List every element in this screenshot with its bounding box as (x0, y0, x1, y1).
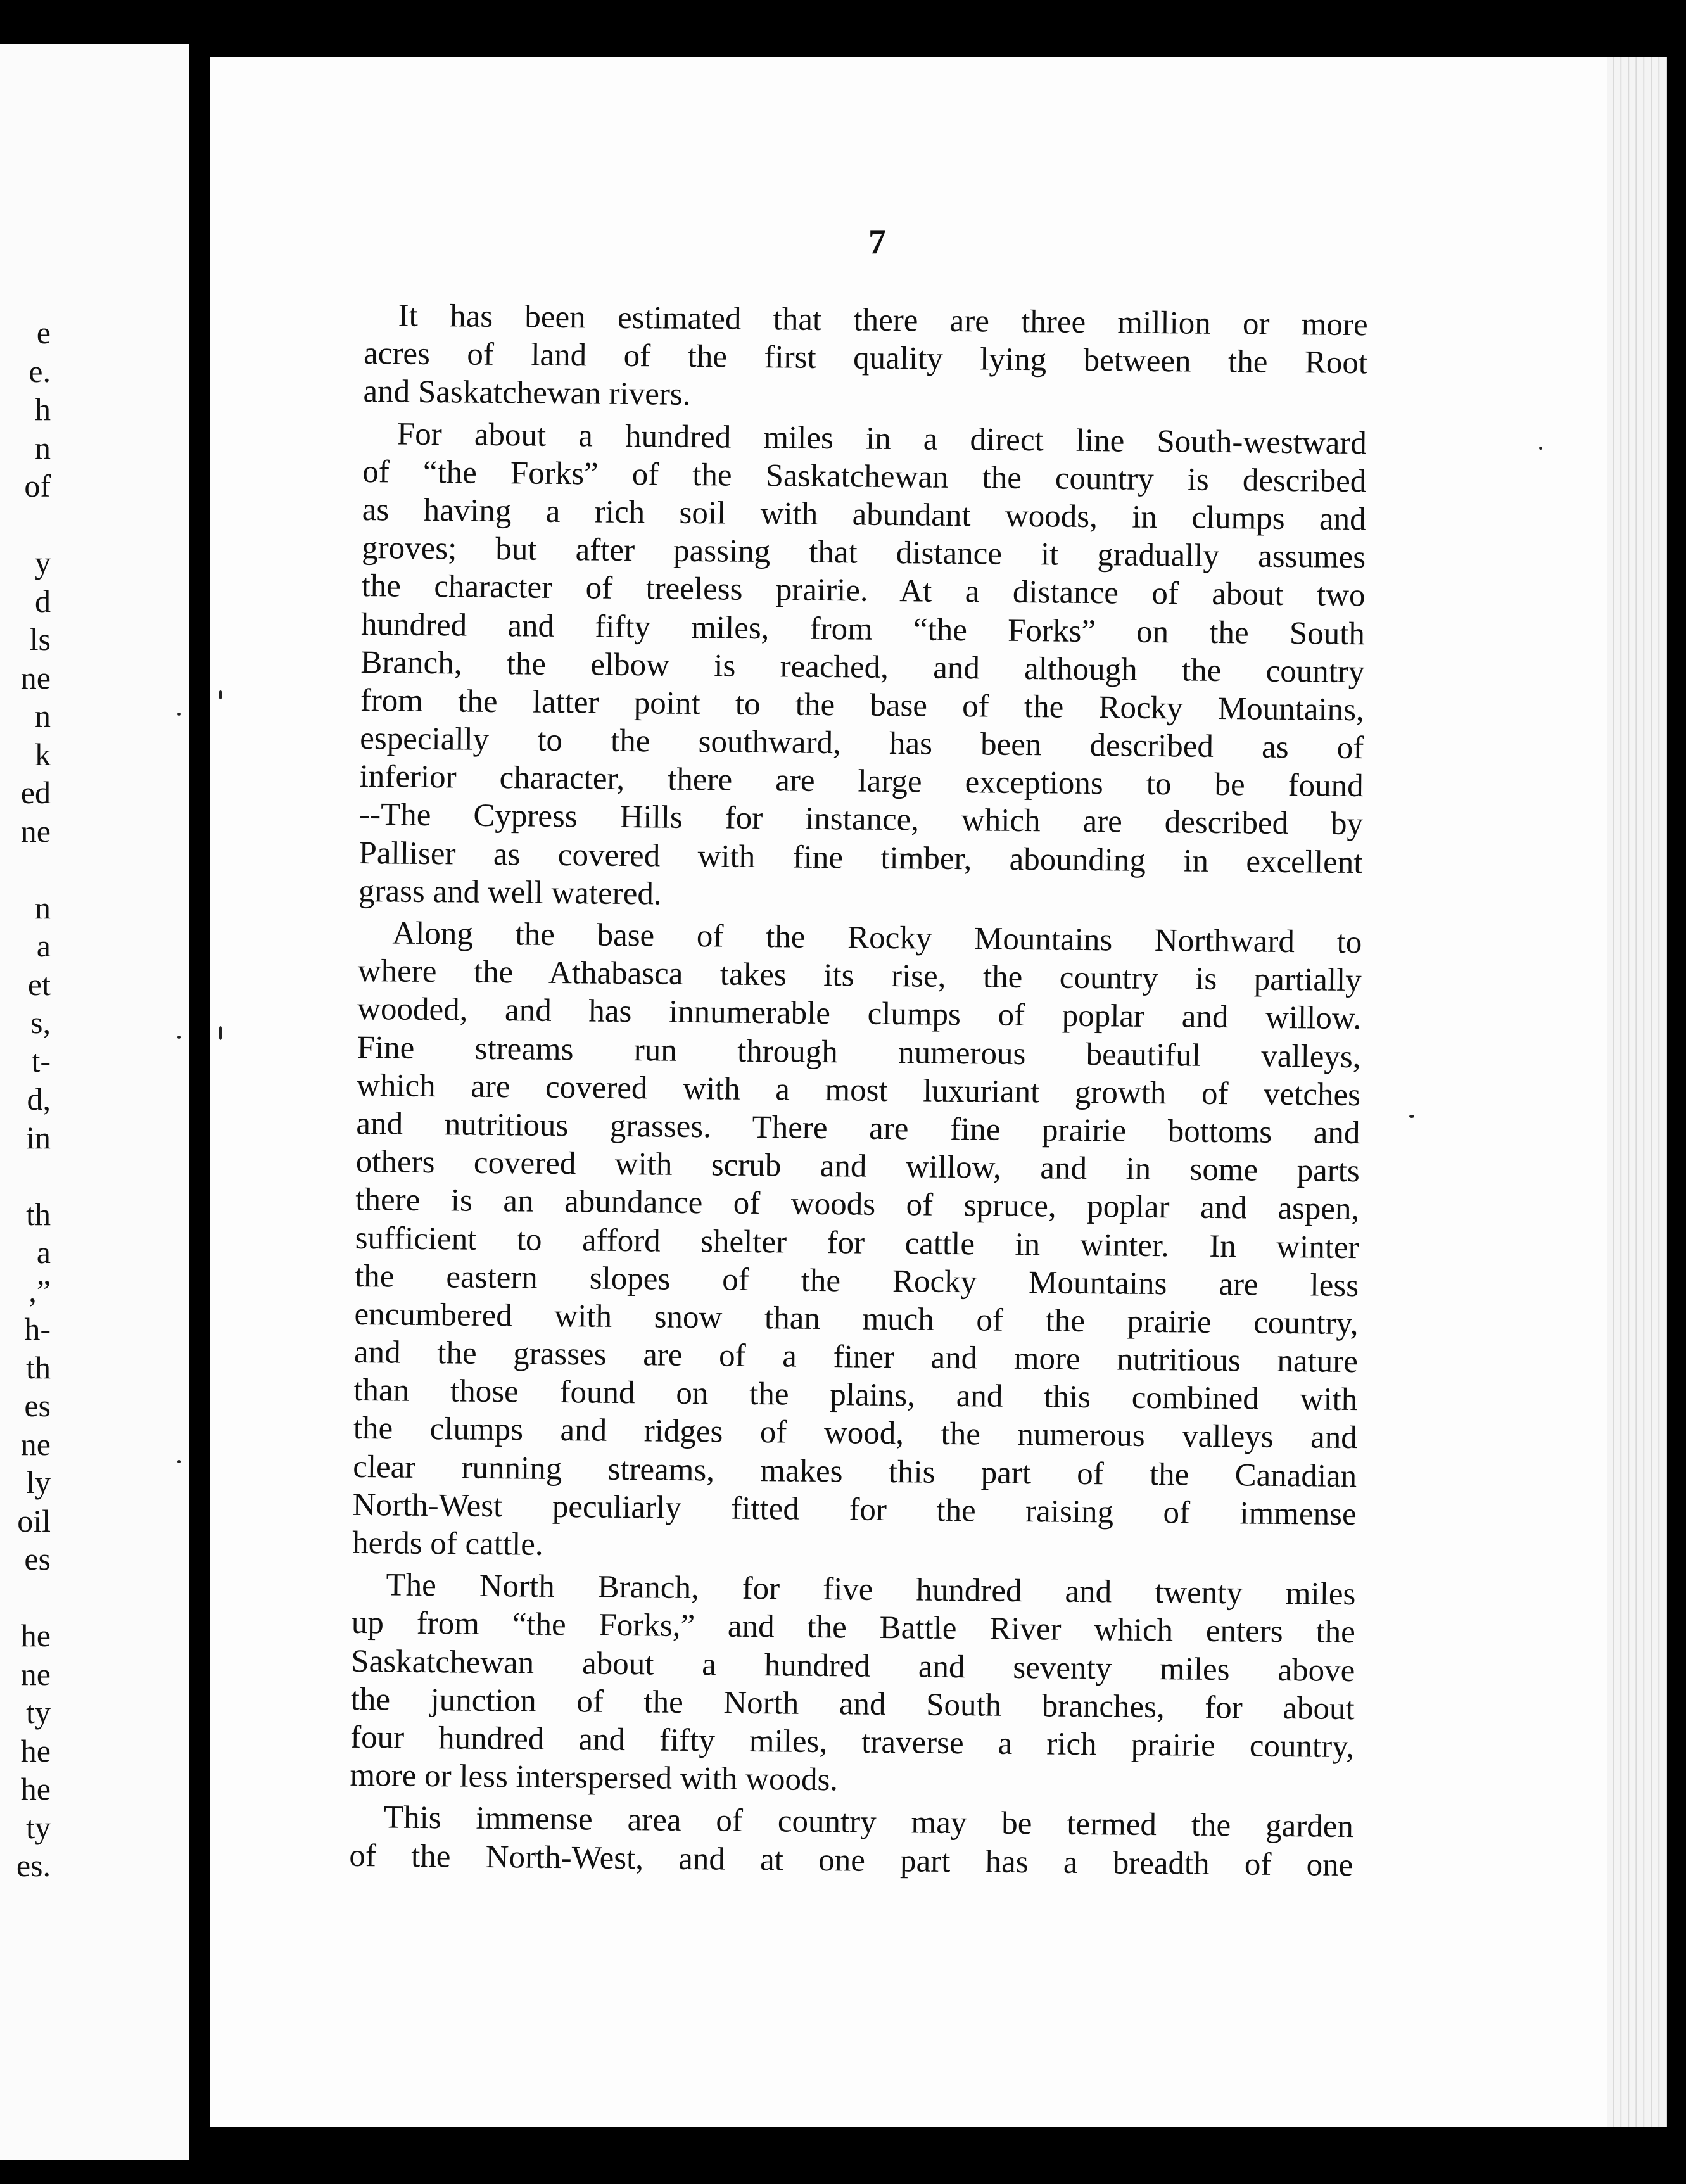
left-page-fragment: n (35, 889, 51, 925)
left-page-fragment: ne (20, 659, 51, 695)
left-page-fragment: ne (20, 1656, 51, 1692)
text-line: Branch, the elbow is reached, and although the country (360, 644, 1365, 690)
left-page-fragment: y (35, 545, 51, 580)
margin-speck (177, 1460, 181, 1463)
left-page-fragment: ly (26, 1464, 51, 1500)
text-line: hundred and fifty miles, from “the Forks” on the South (360, 606, 1366, 652)
text-line: Fine streams run through numerous beautiful valleys, (357, 1029, 1361, 1075)
paragraph (358, 415, 1367, 920)
text-line: which are covered with a most luxuriant growth of vetches (356, 1067, 1361, 1113)
text-line: of “the Forks” of the Saskatchewan the country is described (362, 454, 1367, 499)
text-line: the character of treeless prairie. At a distance of about two (361, 568, 1366, 614)
left-page-fragment (0, 1157, 51, 1195)
text-line: groves; but after passing that distance it gradually assumes (361, 530, 1366, 576)
left-page-fragment: n (35, 698, 51, 733)
left-page-fragment: ls (29, 621, 51, 657)
left-page-fragment: he (20, 1618, 51, 1653)
page-edge-stack (1607, 57, 1667, 2127)
text-line: --The Cypress Hills for instance, which are described by (358, 797, 1364, 842)
text-line: the eastern slopes of the Rocky Mountains are less (354, 1258, 1359, 1304)
left-page-fragment: k (35, 736, 51, 772)
text-line: the junction of the North and South branches, for about (350, 1681, 1355, 1727)
margin-speck (1539, 447, 1542, 450)
left-page-fragment: in (26, 1119, 51, 1155)
left-page-fragment: oil (17, 1502, 51, 1539)
text-line: and nutritious grasses. There are fine prairie bottoms and (356, 1105, 1360, 1152)
text-line: North-West peculiarly fitted for the raising of immense (352, 1487, 1357, 1532)
body-text (349, 296, 1368, 1888)
margin-speck (1409, 1115, 1414, 1118)
left-page-fragment: ty (26, 1809, 51, 1845)
text-line: than those found on the plains, and this combined with (353, 1373, 1358, 1418)
left-page-fragment: t- (31, 1043, 51, 1079)
left-page-fragment: e (36, 315, 51, 350)
left-page-fragment: n (35, 429, 51, 466)
text-line: more or less interspersed with woods. (350, 1758, 839, 1798)
left-page-fragment: et (27, 966, 51, 1002)
left-page-fragment: a (36, 1235, 51, 1270)
text-line: and the grasses are of a finer and more nutritious nature (353, 1334, 1359, 1380)
margin-speck (177, 713, 181, 716)
text-line: four hundred and fifty miles, traverse a rich prairie country, (350, 1719, 1355, 1765)
left-page-fragment: d (35, 583, 51, 619)
page-number: 7 (868, 222, 886, 262)
text-line: especially to the southward, has been described as of (360, 721, 1364, 766)
text-line: Saskatchewan about a hundred and seventy miles above (351, 1643, 1355, 1689)
left-page-fragment: ,” (29, 1273, 51, 1309)
left-page-fragment: th (26, 1349, 51, 1385)
left-page-fragment: e. (29, 353, 51, 389)
margin-speck (219, 1026, 222, 1040)
left-page-fragment: of (24, 468, 51, 504)
text-line: where the Athabasca takes its rise, the country is partially (357, 953, 1362, 999)
text-line: others covered with scrub and willow, and in some parts (355, 1144, 1360, 1190)
left-page-fragment: ty (26, 1694, 51, 1730)
left-page-fragment: he (20, 1771, 51, 1806)
left-page-fragment (0, 1578, 51, 1617)
left-page-fragment: th (26, 1196, 51, 1232)
left-page-fragment: s, (30, 1005, 51, 1040)
text-line: This immense area of country may be termed the garden (383, 1800, 1354, 1845)
paragraph (363, 296, 1368, 421)
left-page-fragment: ne (20, 1426, 51, 1462)
left-page-fragment: h (35, 391, 51, 427)
text-line: clear running streams, makes this part of the Canadian (352, 1449, 1357, 1494)
left-page-fragment (0, 505, 51, 544)
margin-speck (177, 1036, 181, 1039)
text-line: the clumps and ridges of wood, the numerous valleys and (353, 1411, 1358, 1456)
left-page-fragment: he (20, 1732, 51, 1768)
text-line: herds of cattle. (352, 1525, 543, 1563)
text-line: The North Branch, for five hundred and twenty miles (386, 1567, 1356, 1613)
left-page-fragment (0, 850, 51, 889)
text-line: wooded, and has innumerable clumps of poplar and willow. (357, 991, 1362, 1037)
paragraph (349, 1798, 1353, 1884)
left-facing-page (0, 44, 189, 2160)
left-page-text-fragments (0, 314, 51, 1885)
text-line: inferior character, there are large exceptions to be found (359, 759, 1364, 804)
book-gutter (189, 57, 210, 2116)
text-line: up from “the Forks,” and the Battle River which enters the (351, 1605, 1356, 1651)
left-page-fragment: ed (20, 775, 51, 810)
text-line: sufficient to afford shelter for cattle in winter. In winter (355, 1220, 1359, 1266)
text-line: of the North-West, and at one part has a breadth of one (349, 1838, 1353, 1883)
left-page-fragment: es (24, 1388, 51, 1423)
left-page-fragment: d, (27, 1081, 51, 1117)
text-line: acres of land of the first quality lying between the Root (363, 336, 1368, 381)
text-line: from the latter point to the base of the Rocky Mountains, (360, 682, 1365, 728)
margin-speck (219, 690, 222, 699)
text-line: and Saskatchewan rivers. (363, 374, 691, 413)
text-line: as having a rich soil with abundant woods, in clumps and (362, 492, 1366, 538)
left-page-fragment: es. (16, 1848, 51, 1883)
text-line: Along the base of the Rocky Mountains Northward to (392, 915, 1362, 961)
left-page-fragment: es (24, 1541, 51, 1577)
text-line: Palliser as covered with fine timber, abounding in excellent (358, 835, 1363, 880)
text-line: It has been estimated that there are three million or more (398, 298, 1368, 343)
text-line: encumbered with snow than much of the prairie country, (354, 1296, 1359, 1342)
text-line: there is an abundance of woods of spruce, poplar and aspen, (355, 1182, 1360, 1228)
left-page-fragment: h- (24, 1311, 51, 1347)
text-line: For about a hundred miles in a direct line South-westward (396, 416, 1367, 461)
left-page-fragment: ne (20, 813, 51, 849)
text-line: grass and well watered. (358, 873, 662, 912)
left-page-fragment: a (36, 928, 51, 963)
paragraph (350, 1566, 1355, 1804)
paragraph (352, 914, 1362, 1571)
